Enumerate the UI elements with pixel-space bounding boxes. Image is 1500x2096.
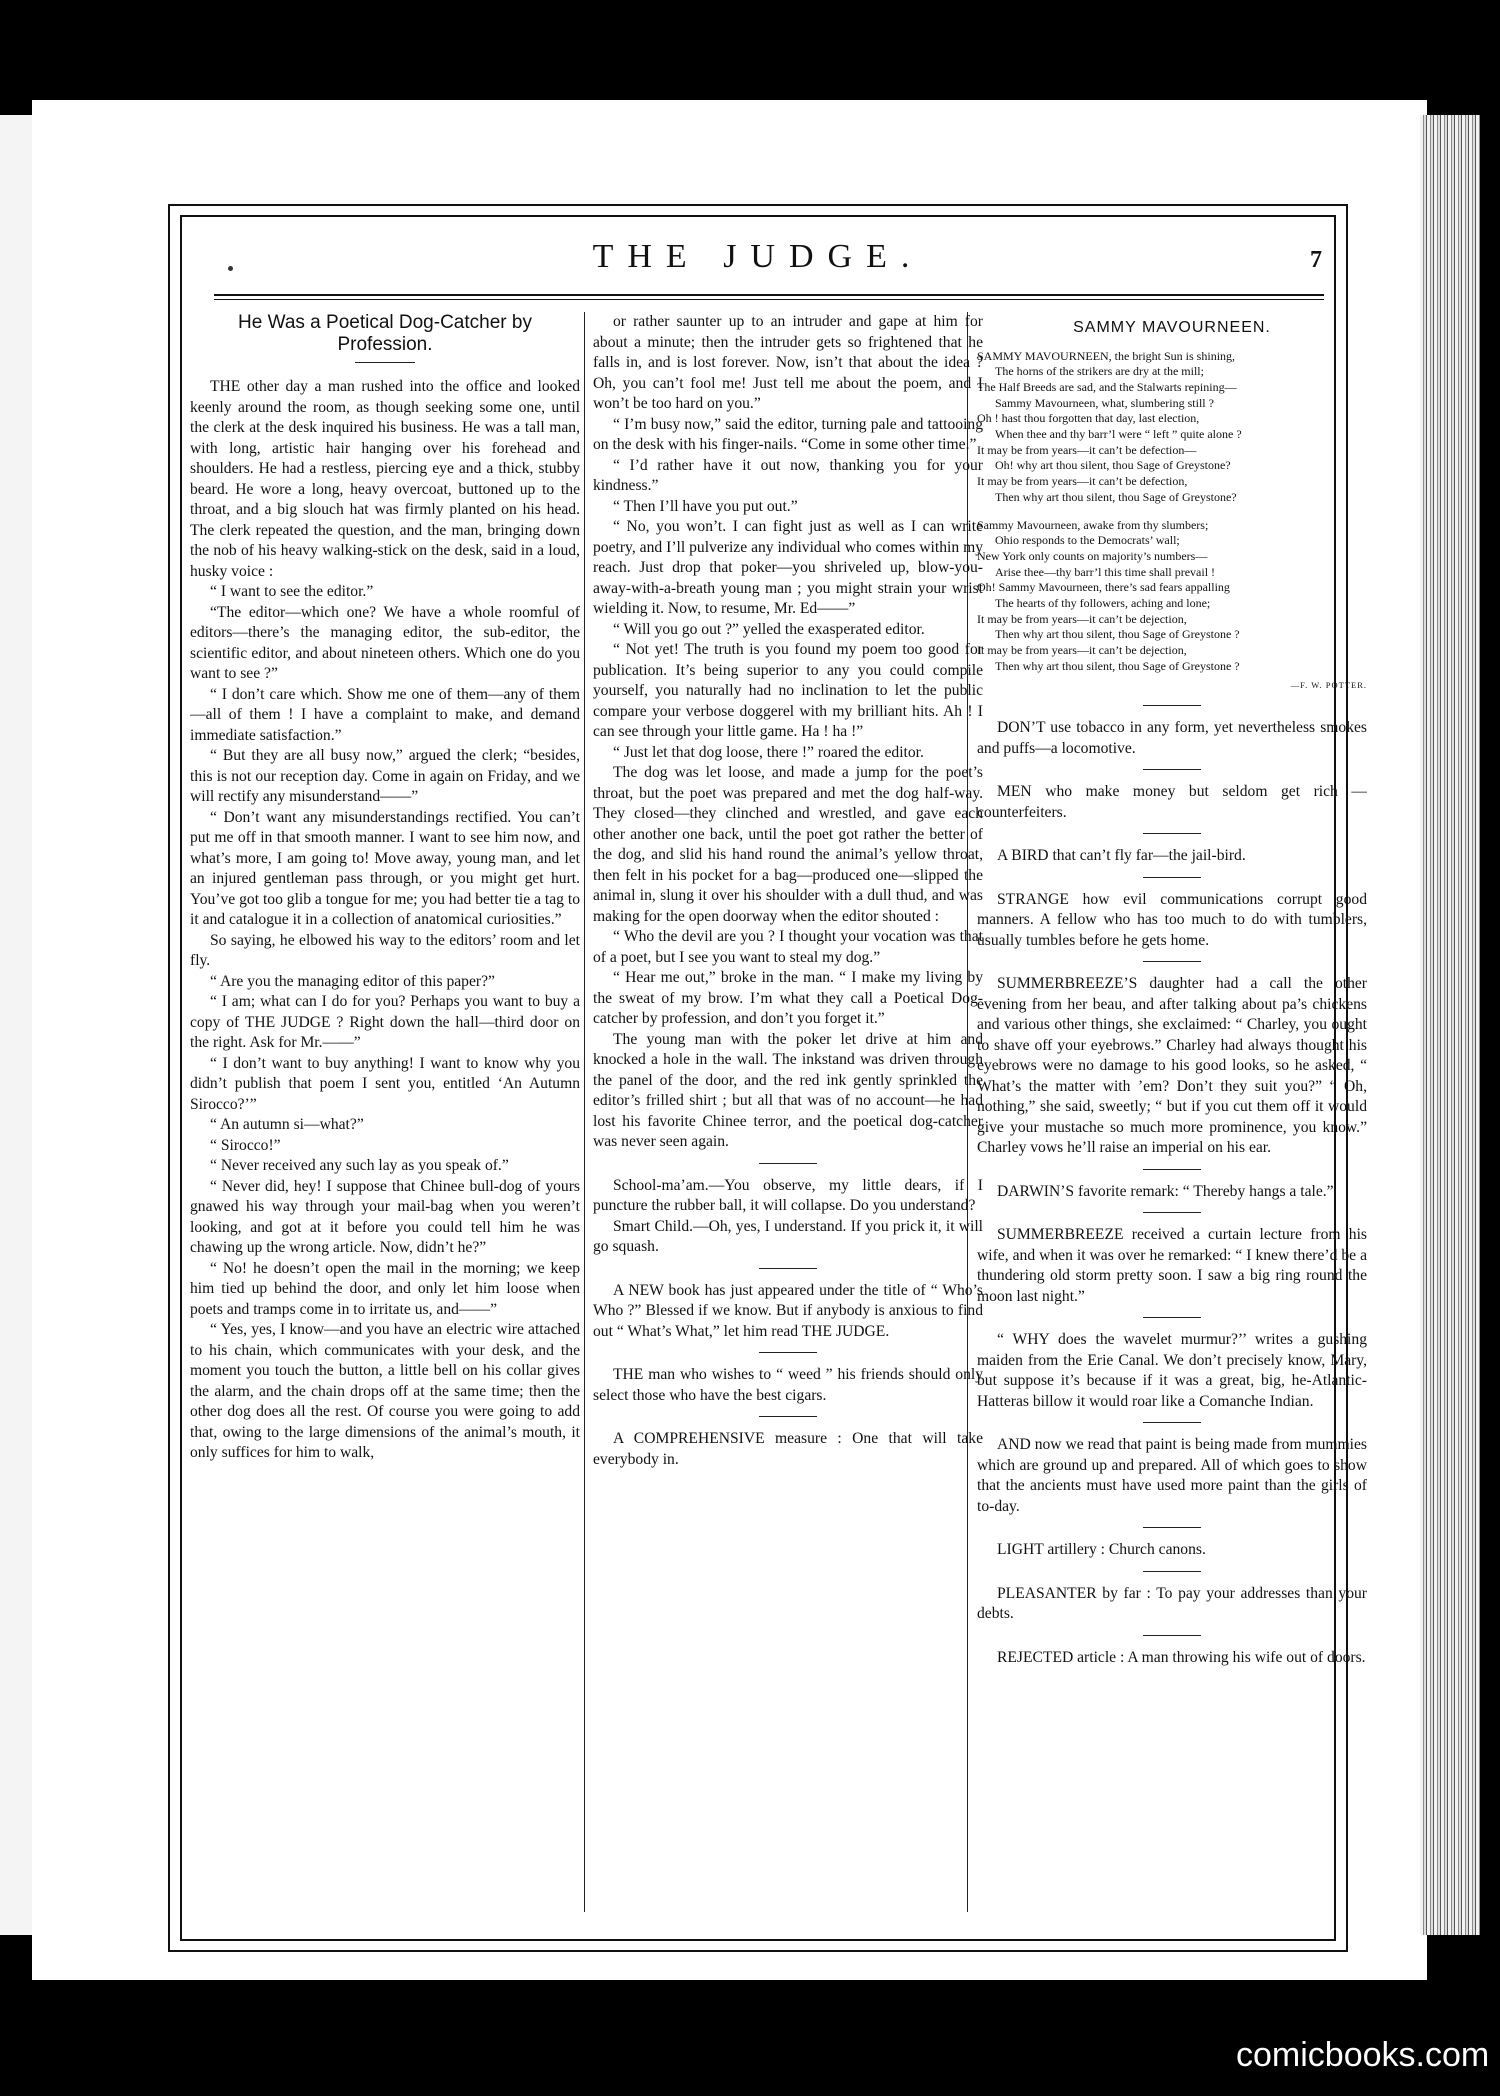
short-item: PLEASANTER by far : To pay your addresses than your debts. [977, 1584, 1367, 1623]
dialogue-line: School-ma’am.—You observe, my little dears, if I puncture the rubber ball, it will collapse. Do you understand? [593, 1176, 983, 1214]
poem-line: Then why art thou silent, thou Sage of Greystone ? [995, 627, 1240, 642]
poem-line: When thee and thy barr’l were “ left ” quite alone ? [995, 427, 1242, 442]
column-divider [584, 312, 585, 1912]
paragraph: “ I’d rather have it out now, thanking you for your kindness.” [593, 456, 983, 494]
short-item: MEN who make money but seldom get rich —counterfeiters. [977, 783, 1367, 821]
short-item: THE man who wishes to “ weed ” his friends should only select those who have the best cigars. [593, 1366, 983, 1404]
poem-line: Oh! Sammy Mavourneen, there’s sad fears appalling [977, 580, 1230, 595]
section-rule [1143, 961, 1201, 962]
short-item: REJECTED article : A man throwing his wife out of doors. [997, 1648, 1366, 1666]
poem-stanza-2 [977, 518, 1367, 675]
short-item: SUMMERBREEZE’S daughter had a call the other evening from her beau, and after talking about pa’s chickens and various other things, she exclaimed: “ Charley, you ought to shave off your eyebrows.” Charley had always thought his eyebrows were no damage to his good looks, so he asked, “ What’s the matter with ’em? Don’t they suit you?” “ Oh, nothing,” she said, sweetly; “ but if you cut them off it would give your mustache so much more prominence, you know.” Charley vows he’ll raise an imperial on his ear. [977, 975, 1367, 1157]
poem-line: SAMMY MAVOURNEEN, the bright Sun is shining, [977, 348, 1236, 363]
paragraph: “ Hear me out,” broke in the man. “ I make my living by the sweat of my brow. I’m what they call a Poetical Dog-catcher by profession, and don’t you forget it.” [593, 969, 983, 1027]
paragraph: or rather saunter up to an intruder and gape at him for about a minute; then the intruder gets so frightened that he falls in, and is lost forever. Now, isn’t that about the idea ? Oh, you can’t fool me! Just tell me about the poem, and I won’t be too hard on you.” [593, 313, 983, 412]
article-headline: He Was a Poetical Dog-Catcher by Profession. [238, 312, 532, 355]
column-1 [190, 312, 580, 1912]
short-item: AND now we read that paint is being made from mummies which are ground up and prepared. All of which goes to show that the ancients must have used more paint than the girls of to-day. [977, 1436, 1367, 1515]
column-3 [977, 312, 1367, 1912]
paragraph: “ Yes, yes, I know—and you have an electric wire attached to his chain, which communicates with your desk, and the moment you touch the button, a little bell on his collar gives the alarm, and the chain drops off at the same time; then the other dog does all the rest. Of course you were going to add that, owing to the large dimensions of the animal’s mouth, it only suffices for him to walk, [190, 1321, 580, 1461]
headline-rule [355, 362, 415, 363]
watermark: comicbooks.com [1236, 2036, 1490, 2074]
section-rule [1143, 1317, 1201, 1318]
section-rule [1143, 769, 1201, 770]
paragraph: The dog was let loose, and made a jump for the poet’s throat, but the poet was prepared and met the dog half-way. They closed—they clinched and wrestled, and gave each other another one back, until the poet got rather the better of the dog, and slid his hand round the animal’s yellow throat, then felt in his pocket for a bag—produced one—slipped the animal in, slung it over his shoulder with a dull thud, and was making for the open doorway when the editor shouted : [593, 764, 983, 925]
paragraph: THE other day a man rushed into the office and looked keenly around the room, as though seeking some one, until the clerk at the desk inquired his business. He was a tall man, with long, artistic hair hanging over his forehead and shoulders. He had a restless, piercing eye and a thick, stubby beard. He wore a long, heavy overcoat, buttoned up to the throat, and a big slouch hat was firmly planted on his head. The clerk repeated the question, and the man, bringing down the nob of his heavy walking-stick on the desk, said in a loud, husky voice : [190, 378, 580, 580]
poem-line: Sammy Mavourneen, awake from thy slumbers; [977, 517, 1209, 532]
short-items [593, 1281, 983, 1471]
poem-line: It may be from years—it can’t be defection— [977, 442, 1197, 457]
page-number: 7 [1310, 247, 1322, 273]
short-item: A COMPREHENSIVE measure : One that will take everybody in. [593, 1430, 983, 1468]
section-rule [1143, 705, 1201, 706]
paragraph: “ An autumn si—what?” [210, 1116, 364, 1133]
paragraph: “ Sirocco!” [210, 1136, 281, 1154]
paragraph: “ Not yet! The truth is you found my poem too good for publication. It’s being superior to any you could compile yourself, you naturally had no inclination to let the public compare your verbose doggerel with my brilliant hits. Ah ! I can see through your little game. Ha ! ha !” [593, 641, 983, 740]
paragraph: “ Don’t want any misunderstandings rectified. You can’t put me off in that smooth manner. I want to see him now, and what’s more, I am going to! Move away, young man, and let an injured gentleman pass through, or you might get hurt. You’ve got too glib a tongue for me; you had better tie a tag to it and catalogue it in a collection of anatomical curiosities.” [190, 808, 580, 928]
left-page-edge [0, 115, 32, 1935]
paragraph: The young man with the poker let drive at him and knocked a hole in the wall. The inkstand was driven through the panel of the door, and the red ink gently sprinkled the editor’s frilled shirt ; but all that was of no account—he had lost his favorite Chinee terror, and the poetical dog-catcher was never seen again. [593, 1030, 983, 1150]
dialogue-line: Smart Child.—Oh, yes, I understand. If you prick it, it will go squash. [593, 1217, 983, 1255]
poem-line: The Half Breeds are sad, and the Stalwarts repining— [977, 379, 1237, 394]
poem-line: Oh ! hast thou forgotten that day, last election, [977, 411, 1200, 426]
poem-line: It may be from years—it can’t be dejection, [977, 611, 1187, 626]
paragraph: “ Are you the managing editor of this paper?” [210, 972, 495, 990]
poem-line: Then why art thou silent, thou Sage of Greystone ? [995, 658, 1240, 673]
poem-line: The horns of the strikers are dry at the mill; [995, 364, 1204, 379]
section-rule [1143, 833, 1201, 834]
poem-line: It may be from years—it can’t be dejection, [977, 643, 1187, 658]
poem-line: Sammy Mavourneen, what, slumbering still ? [995, 395, 1214, 410]
section-rule [759, 1352, 817, 1353]
short-item: “ WHY does the wavelet murmur?’’ writes a gushing maiden from the Erie Canal. We don’t precisely know, Mary, but suppose it’s because if it was a great, big, he-Atlantic-Hatteras billow it would roar like a Comanche Indian. [977, 1331, 1367, 1410]
section-rule [1143, 1635, 1201, 1636]
poem-line: Ohio responds to the Democrats’ wall; [995, 533, 1180, 548]
section-rule [1143, 1169, 1201, 1170]
paragraph: “ I’m busy now,” said the editor, turning pale and tattooing on the desk with his finger-nails. “Come in some other time.” [593, 415, 983, 453]
section-rule [1143, 1212, 1201, 1213]
poem-signature: —F. W. POTTER. [1290, 679, 1367, 690]
poem-title: SAMMY MAVOURNEEN. [1073, 319, 1271, 336]
paragraph: “ But they are all busy now,” argued the clerk; “besides, this is not our reception day. Come in again on Friday, and we will rectify any misunderstand——” [190, 747, 580, 805]
masthead-rule [214, 294, 1324, 296]
book-spine [1420, 115, 1480, 1935]
poem-line: Then why art thou silent, thou Sage of Greystone? [995, 489, 1237, 504]
short-item: A NEW book has just appeared under the title of “ Who’s Who ?” Blessed if we know. But if anybody is anxious to find out “ What’s What,” let him read THE JUDGE. [593, 1281, 983, 1340]
poem-line: The hearts of thy followers, aching and lone; [995, 596, 1211, 611]
section-rule [759, 1268, 817, 1269]
paragraph: “ Never did, hey! I suppose that Chinee bull-dog of yours gnawed his way through your mail-bag when you weren’t looking, and got at it before you could tell him he was chawing up the wrong article. Now, didn’t he?” [190, 1177, 580, 1256]
column-2 [593, 312, 983, 1912]
short-item: STRANGE how evil communications corrupt good manners. A fellow who has too much to do with tumblers, usually tumbles before he gets home. [977, 890, 1367, 949]
paragraph: “ Just let that dog loose, there !” roared the editor. [613, 743, 924, 761]
paragraph: “ Who the devil are you ? I thought your vocation was that of a poet, but I see you want to steal my dog.” [593, 928, 983, 966]
paragraph: “ Never received any such lay as you speak of.” [210, 1157, 509, 1174]
poem-line: It may be from years—it can’t be defection, [977, 474, 1188, 489]
short-item: DON’T use tobacco in any form, yet nevertheless smokes and puffs—a locomotive. [977, 719, 1367, 757]
short-item: DARWIN’S favorite remark: “ Thereby hangs a tale.” [997, 1182, 1334, 1200]
poem-line: New York only counts on majority’s numbers— [977, 548, 1208, 563]
short-item: SUMMERBREEZE received a curtain lecture from his wife, and when it was over he remarked: “ I knew there’d be a thundering old storm pretty soon. I saw a big ring round the moon last night.” [977, 1226, 1367, 1305]
paragraph: “ No! he doesn’t open the mail in the morning; we keep him tied up behind the door, and only let him loose when poets and tramps come in to irritate us, and——” [190, 1259, 580, 1318]
short-item: A BIRD that can’t fly far—the jail-bird. [997, 847, 1246, 865]
paragraph: “ I am; what can I do for you? Perhaps you want to buy a copy of THE JUDGE ? Right down the hall—third door on the right. Ask for Mr.——” [190, 993, 580, 1051]
poem-stanza-1 [977, 349, 1367, 506]
section-rule [1143, 1527, 1201, 1528]
paragraph: “ I don’t care which. Show me one of them—any of them—all of them ! I have a complaint to make, and demand immediate satisfaction.” [190, 685, 580, 744]
poem-line: Oh! why art thou silent, thou Sage of Greystone? [995, 458, 1231, 473]
section-rule [1143, 1422, 1201, 1423]
paragraph: “ I don’t want to buy anything! I want to know why you didn’t publish that poem I sent you, entitled ‘An Autumn Sirocco?’” [190, 1054, 580, 1113]
article-body [190, 377, 580, 1464]
paragraph: “ I want to see the editor.” [210, 583, 374, 600]
ink-dot [228, 266, 233, 271]
section-rule [759, 1163, 817, 1164]
section-rule [759, 1416, 817, 1417]
paragraph: “The editor—which one? We have a whole roomful of editors—there’s the managing editor, the sub-editor, the scientific editor, and about nineteen others. Which one do you want to see ?” [190, 603, 580, 682]
section-rule [1143, 877, 1201, 878]
paragraph: “ Then I’ll have you put out.” [613, 497, 798, 515]
short-item: LIGHT artillery : Church canons. [997, 1541, 1206, 1559]
masthead-title: THE JUDGE. [592, 238, 924, 275]
dialogue-item [593, 1176, 983, 1258]
paragraph: “ Will you go out ?” yelled the exasperated editor. [613, 620, 925, 638]
short-items [977, 718, 1367, 1668]
paragraph: “ No, you won’t. I can fight just as well as I can write poetry, and I’ll pulverize any individual who comes within my reach. Just drop that poker—you shriveled up, blow-you-away-with-a-breath young man ; you might strain your wrist wielding it. Now, to resume, Mr. Ed——” [593, 518, 983, 617]
paragraph: So saying, he elbowed his way to the editors’ room and let fly. [190, 931, 580, 969]
masthead-rule-thin [214, 299, 1324, 300]
section-rule [1143, 1571, 1201, 1572]
poem-line: Arise thee—thy barr’l this time shall prevail ! [995, 564, 1216, 579]
article-continuation [593, 312, 983, 1153]
